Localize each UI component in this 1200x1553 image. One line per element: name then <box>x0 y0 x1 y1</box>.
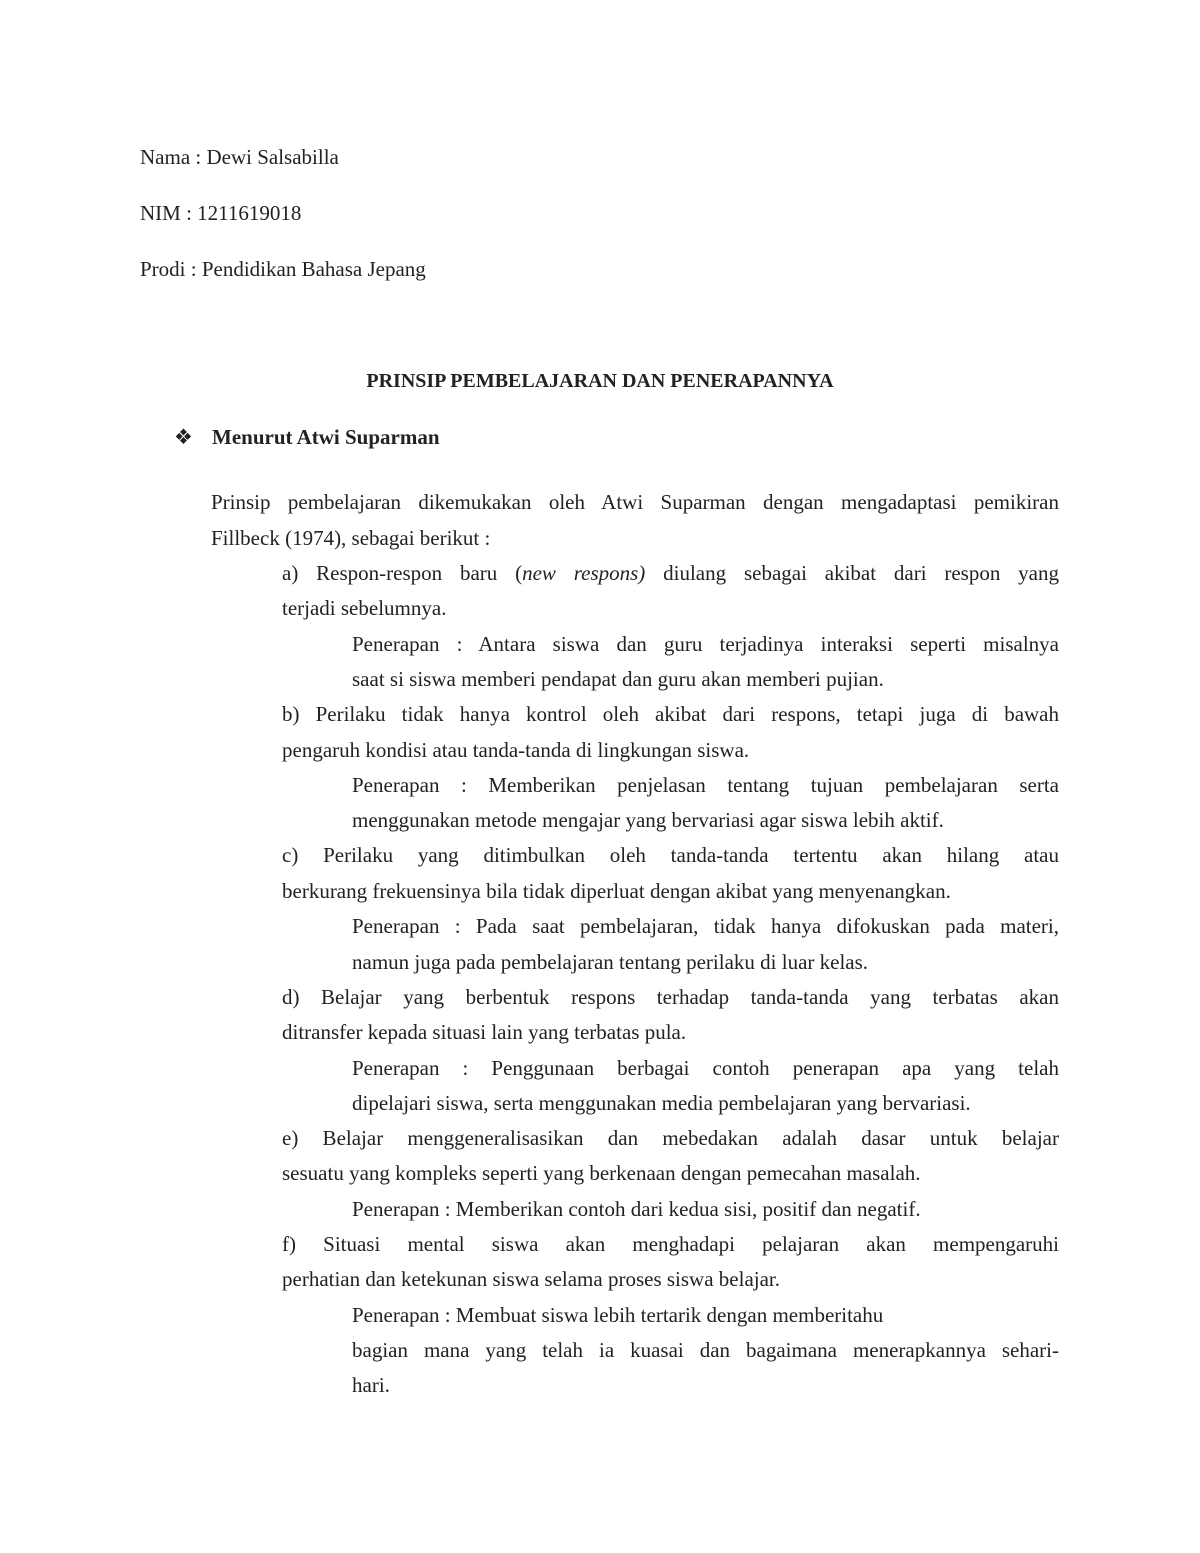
intro-line-1: Prinsip pembelajaran dikemukakan oleh Atwi Suparman dengan mengadaptasi pemikiran <box>211 490 1059 514</box>
document-title: PRINSIP PEMBELAJARAN DAN PENERAPANNYA <box>366 370 834 392</box>
diamond-bullet-icon: ❖ <box>174 425 193 449</box>
item-a-text-pre: a) Respon-respon baru ( <box>282 561 523 585</box>
item-f-application-3: hari. <box>352 1373 390 1397</box>
item-a-line-2: terjadi sebelumnya. <box>282 596 447 620</box>
item-a-application-2: saat si siswa memberi pendapat dan guru akan memberi pujian. <box>352 667 884 691</box>
item-c-line-1: c) Perilaku yang ditimbulkan oleh tanda-tanda tertentu akan hilang atau <box>282 843 1059 867</box>
item-a-text-italic: new respons) <box>522 561 646 585</box>
item-b-line-1: b) Perilaku tidak hanya kontrol oleh akibat dari respons, tetapi juga di bawah <box>282 702 1059 726</box>
section-heading <box>174 425 440 449</box>
item-d-application-1: Penerapan : Penggunaan berbagai contoh penerapan apa yang telah <box>352 1056 1059 1080</box>
item-d-application-2: dipelajari siswa, serta menggunakan media pembelajaran yang bervariasi. <box>352 1091 971 1115</box>
student-name: Nama : Dewi Salsabilla <box>140 145 339 169</box>
intro-line-2: Fillbeck (1974), sebagai berikut : <box>211 526 491 550</box>
student-nim: NIM : 1211619018 <box>140 201 302 225</box>
section-heading-text: Menurut Atwi Suparman <box>212 425 440 449</box>
item-f-line-2: perhatian dan ketekunan siswa selama proses siswa belajar. <box>282 1267 781 1291</box>
item-e-application-1: Penerapan : Memberikan contoh dari kedua sisi, positif dan negatif. <box>352 1197 921 1221</box>
item-c-application-2: namun juga pada pembelajaran tentang perilaku di luar kelas. <box>352 950 869 974</box>
item-a-application-1: Penerapan : Antara siswa dan guru terjadinya interaksi seperti misalnya <box>352 632 1059 656</box>
item-c-line-2: berkurang frekuensinya bila tidak diperluat dengan akibat yang menyenangkan. <box>282 879 951 903</box>
item-b-application-2: menggunakan metode mengajar yang bervariasi agar siswa lebih aktif. <box>352 808 944 832</box>
item-e-line-1: e) Belajar menggeneralisasikan dan mebedakan adalah dasar untuk belajar <box>282 1126 1059 1150</box>
item-f-line-1: f) Situasi mental siswa akan menghadapi pelajaran akan mempengaruhi <box>282 1232 1059 1256</box>
item-d-line-2: ditransfer kepada situasi lain yang terbatas pula. <box>282 1020 687 1044</box>
item-a-line-1 <box>282 561 1059 585</box>
item-a-text-post: diulang sebagai akibat dari respon yang <box>645 561 1059 585</box>
item-f-application-1: Penerapan : Membuat siswa lebih tertarik dengan memberitahu <box>352 1303 884 1327</box>
item-f-application-2: bagian mana yang telah ia kuasai dan bagaimana menerapkannya sehari- <box>352 1338 1059 1362</box>
item-d-line-1: d) Belajar yang berbentuk respons terhadap tanda-tanda yang terbatas akan <box>282 985 1059 1009</box>
item-c-application-1: Penerapan : Pada saat pembelajaran, tidak hanya difokuskan pada materi, <box>352 914 1059 938</box>
item-b-application-1: Penerapan : Memberikan penjelasan tentang tujuan pembelajaran serta <box>352 773 1059 797</box>
student-prodi: Prodi : Pendidikan Bahasa Jepang <box>140 257 426 281</box>
item-b-line-2: pengaruh kondisi atau tanda-tanda di lingkungan siswa. <box>282 738 750 762</box>
item-e-line-2: sesuatu yang kompleks seperti yang berkenaan dengan pemecahan masalah. <box>282 1161 921 1185</box>
